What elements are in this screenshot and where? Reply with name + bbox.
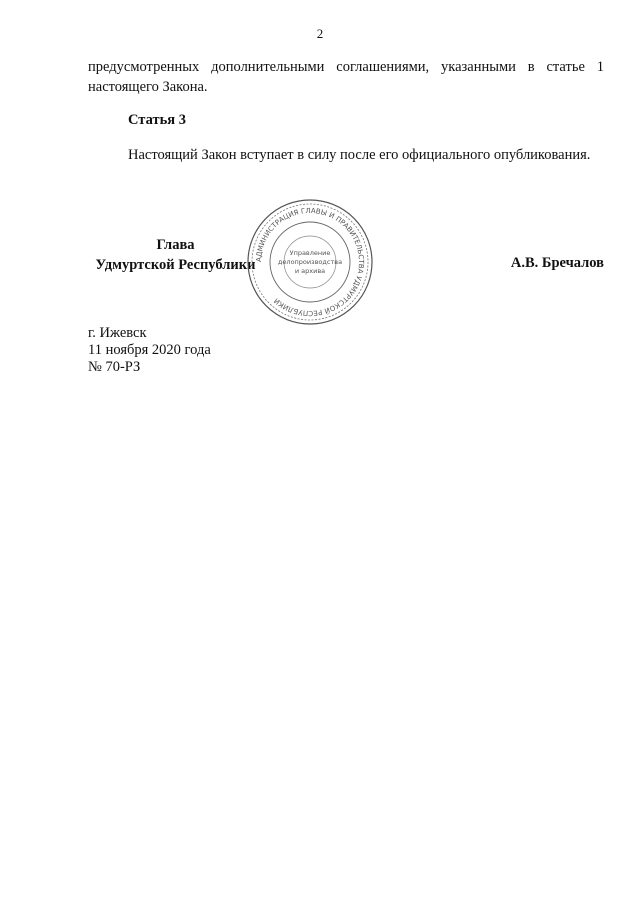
signatory-name: А.В. Бречалов xyxy=(510,255,604,271)
seal-center-line1: Управление xyxy=(289,249,331,257)
seal-center-line3: и архива xyxy=(294,267,326,275)
signatory-title-line1: Глава xyxy=(156,237,195,253)
footer-number: № 70-РЗ xyxy=(88,359,141,375)
article-heading: Статья 3 xyxy=(128,112,186,128)
signatory-title xyxy=(88,235,263,275)
paragraph-effective-date: Настоящий Закон вступает в силу после его официального опубликования. xyxy=(128,147,591,163)
footer-date: 11 ноября 2020 года xyxy=(88,342,211,358)
paragraph-continuation: предусмотренных дополнительными соглашениями, указанными в статье 1 настоящего Закона. xyxy=(88,59,604,95)
seal-center-line2: делопроизводства xyxy=(277,258,343,266)
seal-outer-text: АДМИНИСТРАЦИЯ ГЛАВЫ И ПРАВИТЕЛЬСТВА УДМУРТСКОЙ РЕСПУБЛИКИ xyxy=(254,206,366,318)
official-seal xyxy=(245,197,375,327)
document-footer xyxy=(88,325,211,376)
footer-city: г. Ижевск xyxy=(88,325,147,341)
page-number: 2 xyxy=(316,26,324,41)
signatory-title-line2: Удмуртской Республики xyxy=(95,257,256,273)
